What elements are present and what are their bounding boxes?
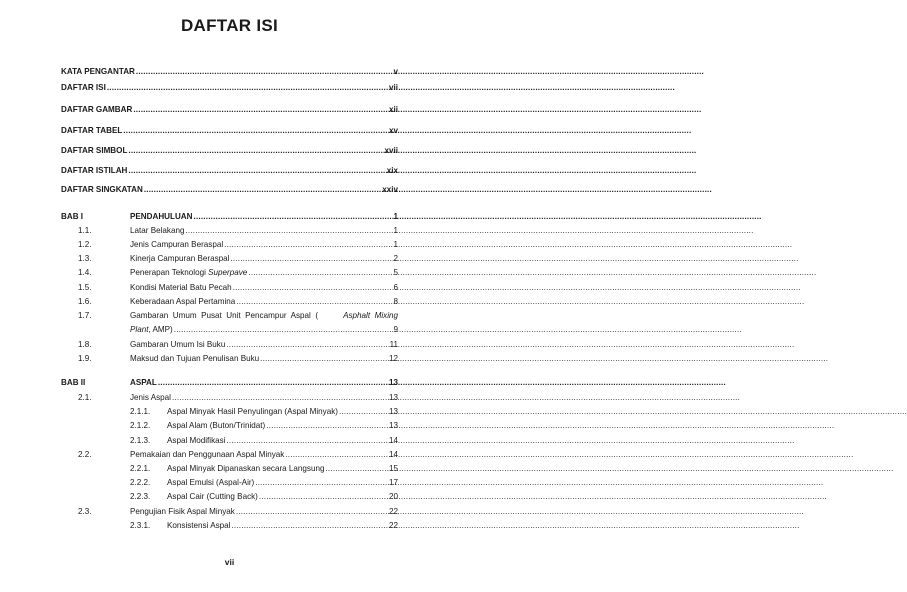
chapter-title: ASPAL (130, 378, 157, 387)
leader-dots (172, 393, 388, 403)
subsection-title: Aspal Cair (Cutting Back) (167, 492, 258, 501)
toc-page-number: 13 (388, 393, 398, 402)
toc-section-1-6[interactable] (78, 297, 398, 307)
toc-page-number: 9 (393, 325, 398, 334)
section-number: 1.4. (78, 268, 92, 277)
toc-page-number: vii (389, 83, 398, 92)
toc-subsection-2-1-3[interactable] (130, 436, 398, 446)
toc-page-number: 6 (393, 283, 398, 292)
toc-section-1-4[interactable] (78, 268, 398, 278)
toc-entry-daftar-istilah[interactable] (61, 166, 398, 176)
leader-dots (230, 254, 392, 264)
section-title-plain: , AMP) (148, 325, 173, 334)
toc-page-number: 17 (388, 478, 398, 487)
section-title-plain: Penerapan Teknologi (130, 268, 209, 277)
section-title: Latar Belakang (130, 226, 185, 235)
toc-chapter-1[interactable] (61, 212, 398, 222)
toc-page-number: xii (389, 105, 398, 114)
leader-dots (248, 268, 392, 278)
section-title: Maksud dan Tujuan Penulisan Buku (130, 354, 260, 363)
toc-section-2-3[interactable] (78, 507, 398, 517)
chapter-number: BAB II (61, 378, 86, 387)
section-title: Jenis Campuran Beraspal (130, 240, 224, 249)
leader-dots (339, 407, 388, 417)
section-number: 2.1. (78, 393, 92, 402)
toc-subsection-2-2-1[interactable] (130, 464, 398, 474)
section-title: Kinerja Campuran Beraspal (130, 254, 230, 263)
leader-dots (325, 464, 388, 474)
toc-entry-kata-pengantar[interactable] (61, 67, 398, 77)
toc-page-number: 13 (388, 407, 398, 416)
toc-section-1-2[interactable] (78, 240, 398, 250)
section-number: 2.3. (78, 507, 92, 516)
toc-subsection-2-3-1[interactable] (130, 521, 398, 531)
leader-dots (136, 67, 393, 77)
chapter-number: BAB I (61, 212, 84, 221)
leader-dots (231, 521, 388, 531)
subsection-title: Aspal Minyak Dipanaskan secara Langsung (167, 464, 325, 473)
leader-dots (144, 185, 381, 195)
leader-dots (226, 436, 388, 446)
toc-entry-label: DAFTAR TABEL (61, 126, 123, 135)
section-number: 1.1. (78, 226, 92, 235)
toc-subsection-2-2-2[interactable] (130, 478, 398, 488)
toc-page-number: 1 (393, 226, 398, 235)
subsection-number: 2.2.3. (130, 492, 151, 501)
leader-dots (174, 325, 393, 335)
leader-dots (236, 297, 392, 307)
toc-entry-label: DAFTAR SIMBOL (61, 146, 128, 155)
section-title: Pemakaian dan Penggunaan Aspal Minyak (130, 450, 285, 459)
toc-page-number: 11 (389, 340, 398, 349)
section-title: Gambaran Umum Isi Buku (130, 340, 226, 349)
leader-dots (224, 240, 392, 250)
section-number: 1.6. (78, 297, 92, 306)
toc-section-1-9[interactable] (78, 354, 398, 364)
toc-entry-label: DAFTAR SINGKATAN (61, 185, 143, 194)
subsection-title: Aspal Emulsi (Aspal-Air) (167, 478, 255, 487)
toc-page-number: 8 (393, 297, 398, 306)
section-number: 1.5. (78, 283, 92, 292)
section-number: 1.8. (78, 340, 92, 349)
leader-dots (260, 354, 388, 364)
section-title: Jenis Aspal (130, 393, 171, 402)
toc-entry-label: DAFTAR ISTILAH (61, 166, 128, 175)
subsection-number: 2.1.1. (130, 407, 151, 416)
toc-section-1-5[interactable] (78, 283, 398, 293)
toc-subsection-2-2-3[interactable] (130, 492, 398, 502)
toc-page-number: v (393, 67, 398, 76)
toc-section-2-1[interactable] (78, 393, 398, 403)
toc-page-number: 22 (388, 521, 398, 530)
section-title: Keberadaan Aspal Pertamina (130, 297, 236, 306)
section-number: 2.2. (78, 450, 92, 459)
toc-page-number: 12 (388, 354, 398, 363)
toc-page-number: 5 (393, 268, 398, 277)
leader-dots (133, 105, 388, 115)
section-title: Pengujian Fisik Aspal Minyak (130, 507, 235, 516)
toc-page-number: 14 (388, 450, 398, 459)
toc-entry-daftar-singkatan[interactable] (61, 185, 398, 195)
section-number: 1.3. (78, 254, 92, 263)
leader-dots (158, 378, 388, 388)
subsection-number: 2.1.3. (130, 436, 151, 445)
leader-dots (185, 226, 392, 236)
leader-dots (128, 146, 383, 156)
toc-entry-label: KATA PENGANTAR (61, 67, 135, 76)
toc-page-number: xxiv (382, 185, 398, 194)
leader-dots (285, 450, 388, 460)
section-title-italic: Asphalt Mixing (343, 311, 398, 320)
leader-dots (255, 478, 388, 488)
toc-entry-label: DAFTAR ISI (61, 83, 106, 92)
toc-page-number: xix (386, 166, 398, 175)
chapter-title: PENDAHULUAN (130, 212, 193, 221)
toc-page-number: 1 (393, 240, 398, 249)
toc-subsection-2-1-2[interactable] (130, 421, 398, 431)
toc-entry-daftar-isi[interactable] (61, 83, 398, 93)
footer-page-number: vii (224, 557, 235, 567)
leader-dots (233, 283, 393, 293)
section-title (130, 325, 173, 335)
toc-page-number: 14 (388, 436, 398, 445)
toc-page-number: 13 (388, 378, 398, 387)
toc-entry-daftar-simbol[interactable] (61, 146, 398, 156)
subsection-number: 2.2.2. (130, 478, 151, 487)
toc-chapter-2[interactable] (61, 378, 398, 388)
toc-page-number: 2 (393, 254, 398, 263)
section-title-italic: Superpave (208, 268, 248, 277)
toc-entry-label: DAFTAR GAMBAR (61, 105, 133, 114)
subsection-title: Aspal Minyak Hasil Penyulingan (Aspal Minyak) (167, 407, 338, 416)
leader-dots (266, 421, 388, 431)
toc-page-number: 13 (388, 421, 398, 430)
toc-page-number: 22 (388, 507, 398, 516)
toc-page-number: 15 (388, 464, 398, 473)
leader-dots (259, 492, 388, 502)
toc-entry-daftar-gambar[interactable] (61, 105, 398, 115)
toc-section-1-3[interactable] (78, 254, 398, 264)
subsection-number: 2.2.1. (130, 464, 151, 473)
leader-dots (107, 83, 388, 93)
section-title: Kondisi Material Batu Pecah (130, 283, 232, 292)
toc-section-1-7-line2[interactable] (130, 325, 398, 335)
toc-section-1-7-number: 1.7. (78, 311, 92, 320)
section-number: 1.2. (78, 240, 92, 249)
toc-page-number: xv (388, 126, 398, 135)
section-number: 1.9. (78, 354, 92, 363)
subsection-title: Konsistensi Aspal (167, 521, 231, 530)
section-title-plain: Gambaran Umum Pusat Unit Pencampur Aspal ( (130, 311, 319, 320)
section-title (130, 268, 247, 278)
section-title-italic: Plant (130, 325, 149, 334)
toc-section-2-2[interactable] (78, 450, 398, 460)
leader-dots (128, 166, 385, 176)
toc-page-number: 20 (388, 492, 398, 501)
toc-page-number: xvii (384, 146, 398, 155)
toc-section-1-8[interactable] (78, 340, 398, 350)
subsection-title: Aspal Alam (Buton/Trinidat) (167, 421, 266, 430)
leader-dots (194, 212, 393, 222)
leader-dots (123, 126, 388, 136)
leader-dots (236, 507, 388, 517)
toc-section-1-7-line1[interactable] (130, 311, 398, 321)
subsection-title: Aspal Modifikasi (167, 436, 226, 445)
toc-entry-daftar-tabel[interactable] (61, 126, 398, 136)
subsection-number: 2.1.2. (130, 421, 151, 430)
toc-subsection-2-1-1[interactable] (130, 407, 398, 417)
leader-dots (226, 340, 388, 350)
toc-page-number: 1 (393, 212, 398, 221)
subsection-number: 2.3.1. (130, 521, 151, 530)
page-title: DAFTAR ISI (180, 16, 279, 35)
toc-section-1-1[interactable] (78, 226, 398, 236)
